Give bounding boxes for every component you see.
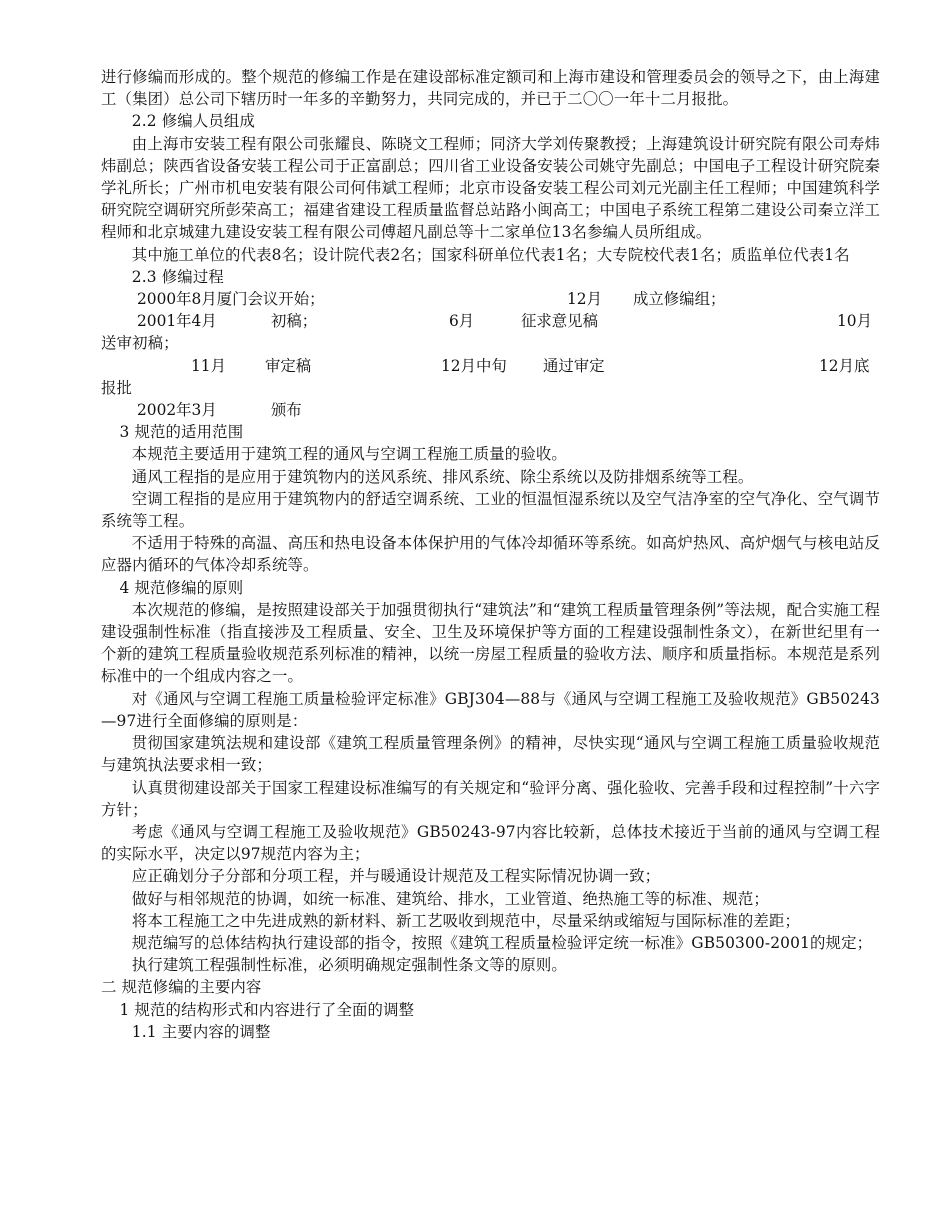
heading-section-two: 二 规范修编的主要内容 bbox=[101, 978, 262, 997]
paragraph-revision: 本次规范的修编，是按照建设部关于加强贯彻执行“建筑法”和“建筑工程质量管理条例”等法规，配合实施工程建设强制性标准（指直接涉及工程质量、安全、卫生及环境保护等方面的工程建设强制性条文），在新世纪里有一个新的建筑工程质量验收规范系列标准的精神，以统一房屋工程质量的验收方法、顺序和质量指标。本规范是系列标准中的一个组成内容之一。 bbox=[101, 600, 880, 686]
paragraph-members: 由上海市安装工程有限公司张耀良、陈晓文工程师；同济大学刘传聚教授；上海建筑设计研究院有限公司寿炜炜副总；陕西省设备安装工程公司于正富副总；四川省工业设备安装公司姚守先副总；中国电子工程设计研究院秦学礼所长；广州市机电安装有限公司何伟斌工程师；北京市设备安装工程公司刘元光副主任工程师；中国建筑科学研究院空调研究所彭荣高工；福建省建设工程质量监督总站路小闽高工；中国电子系统工程第二建设公司秦立洋工程师和北京城建九建设安装工程有限公司傅超凡副总等十二家单位13名参编人员所组成。 bbox=[101, 134, 880, 242]
heading-3-scope: 3 规范的适用范围 bbox=[119, 423, 244, 442]
paragraph-scope: 本规范主要适用于建筑工程的通风与空调工程施工质量的验收。 bbox=[131, 445, 567, 464]
heading-1-1: 1.1 主要内容的调整 bbox=[131, 1022, 271, 1041]
timeline-row2-d: 征求意见稿 bbox=[521, 312, 598, 331]
timeline-row2-wrap: 送审初稿； bbox=[101, 334, 179, 353]
heading-2-2: 2.2 修编人员组成 bbox=[131, 112, 256, 131]
paragraph-principle-6: 将本工程施工之中先进成熟的新材料、新工艺吸收到规范中，尽量采纳或缩短与国际标准的差距； bbox=[131, 911, 801, 930]
paragraph-principle-7: 规范编写的总体结构执行建设部的指令，按照《建筑工程质量检验评定统一标准》GB50300-2001的规定； bbox=[131, 933, 873, 952]
timeline-row3-b: 审定稿 bbox=[265, 356, 312, 375]
timeline-row3-wrap: 报批 bbox=[101, 378, 133, 397]
timeline-row-1 bbox=[101, 288, 880, 310]
paragraph-exclusions: 不适用于特殊的高温、高压和热电设备本体保护用的气体冷却循环等系统。如高炉热风、高炉烟气与核电站反应器内循环的气体冷却系统等。 bbox=[101, 534, 880, 575]
timeline-row1-c: 成立修编组； bbox=[633, 290, 726, 309]
timeline-row3-a: 11月 bbox=[191, 356, 226, 375]
paragraph-aircon: 空调工程指的是应用于建筑物内的舒适空调系统、工业的恒温恒湿系统以及空气洁净室的空气净化、空气调节系统等工程。 bbox=[101, 489, 880, 531]
paragraph-principle-5: 做好与相邻规范的协调，如统一标准、建筑给、排水，工业管道、绝热施工等的标准、规范； bbox=[131, 889, 769, 908]
timeline-row2-a: 2001年4月 bbox=[137, 312, 217, 331]
timeline-row2-e: 10月 bbox=[837, 312, 872, 331]
timeline-row3-e: 12月底 bbox=[819, 356, 870, 375]
paragraph-principle-4: 应正确划分子分部和分项工程，并与暖通设计规范及工程实际情况协调一致； bbox=[131, 867, 661, 886]
paragraph-principle-2: 认真贯彻建设部关于国家工程建设标准编写的有关规定和“验评分离、强化验收、完善手段和过程控制”十六字方针； bbox=[101, 778, 880, 819]
paragraph-principle-1: 贯彻国家建筑法规和建设部《建筑工程质量管理条例》的精神，尽快实现“通风与空调工程施工质量验收规范与建筑执法要求相一致； bbox=[101, 734, 880, 775]
timeline-row3-c: 12月中旬 bbox=[441, 356, 507, 375]
paragraph-principles-intro: 对《通风与空调工程施工质量检验评定标准》GBJ304—88与《通风与空调工程施工及验收规范》GB50243—97进行全面修编的原则是： bbox=[101, 689, 880, 730]
heading-4-principles: 4 规范修编的原则 bbox=[119, 578, 244, 597]
heading-1-structure: 1 规范的结构形式和内容进行了全面的调整 bbox=[119, 1000, 415, 1019]
timeline-row1-b: 12月 bbox=[567, 290, 602, 309]
timeline-row2-c: 6月 bbox=[449, 312, 475, 331]
paragraph-intro: 进行修编而形成的。整个规范的修编工作是在建设部标准定额司和上海市建设和管理委员会的领导之下，由上海建工（集团）总公司下辖历时一年多的辛勤努力，共同完成的，并已于二〇〇一年十二月报批。 bbox=[101, 68, 880, 109]
timeline-row-3 bbox=[101, 355, 880, 377]
paragraph-principle-8: 执行建筑工程强制性标准，必须明确规定强制性条文等的原则。 bbox=[131, 956, 567, 975]
paragraph-principle-3: 考虑《通风与空调工程施工及验收规范》GB50243-97内容比较新，总体技术接近于当前的通风与空调工程的实际水平，决定以97规范内容为主； bbox=[101, 822, 880, 864]
timeline-row4-b: 颁布 bbox=[271, 401, 302, 420]
timeline-row2-b: 初稿； bbox=[271, 312, 318, 331]
timeline-row-2 bbox=[101, 310, 880, 332]
timeline-row4-a: 2002年3月 bbox=[137, 401, 217, 420]
timeline-row-4 bbox=[101, 399, 880, 421]
paragraph-representatives: 其中施工单位的代表8名；设计院代表2名；国家科研单位代表1名；大专院校代表1名；质监单位代表1名 bbox=[131, 245, 850, 264]
timeline-row1-a: 2000年8月厦门会议开始； bbox=[137, 290, 325, 309]
heading-2-3: 2.3 修编过程 bbox=[131, 267, 224, 286]
paragraph-ventilation: 通风工程指的是应用于建筑物内的送风系统、排风系统、除尘系统以及防排烟系统等工程。 bbox=[131, 467, 754, 486]
timeline-row3-d: 通过审定 bbox=[543, 356, 605, 375]
